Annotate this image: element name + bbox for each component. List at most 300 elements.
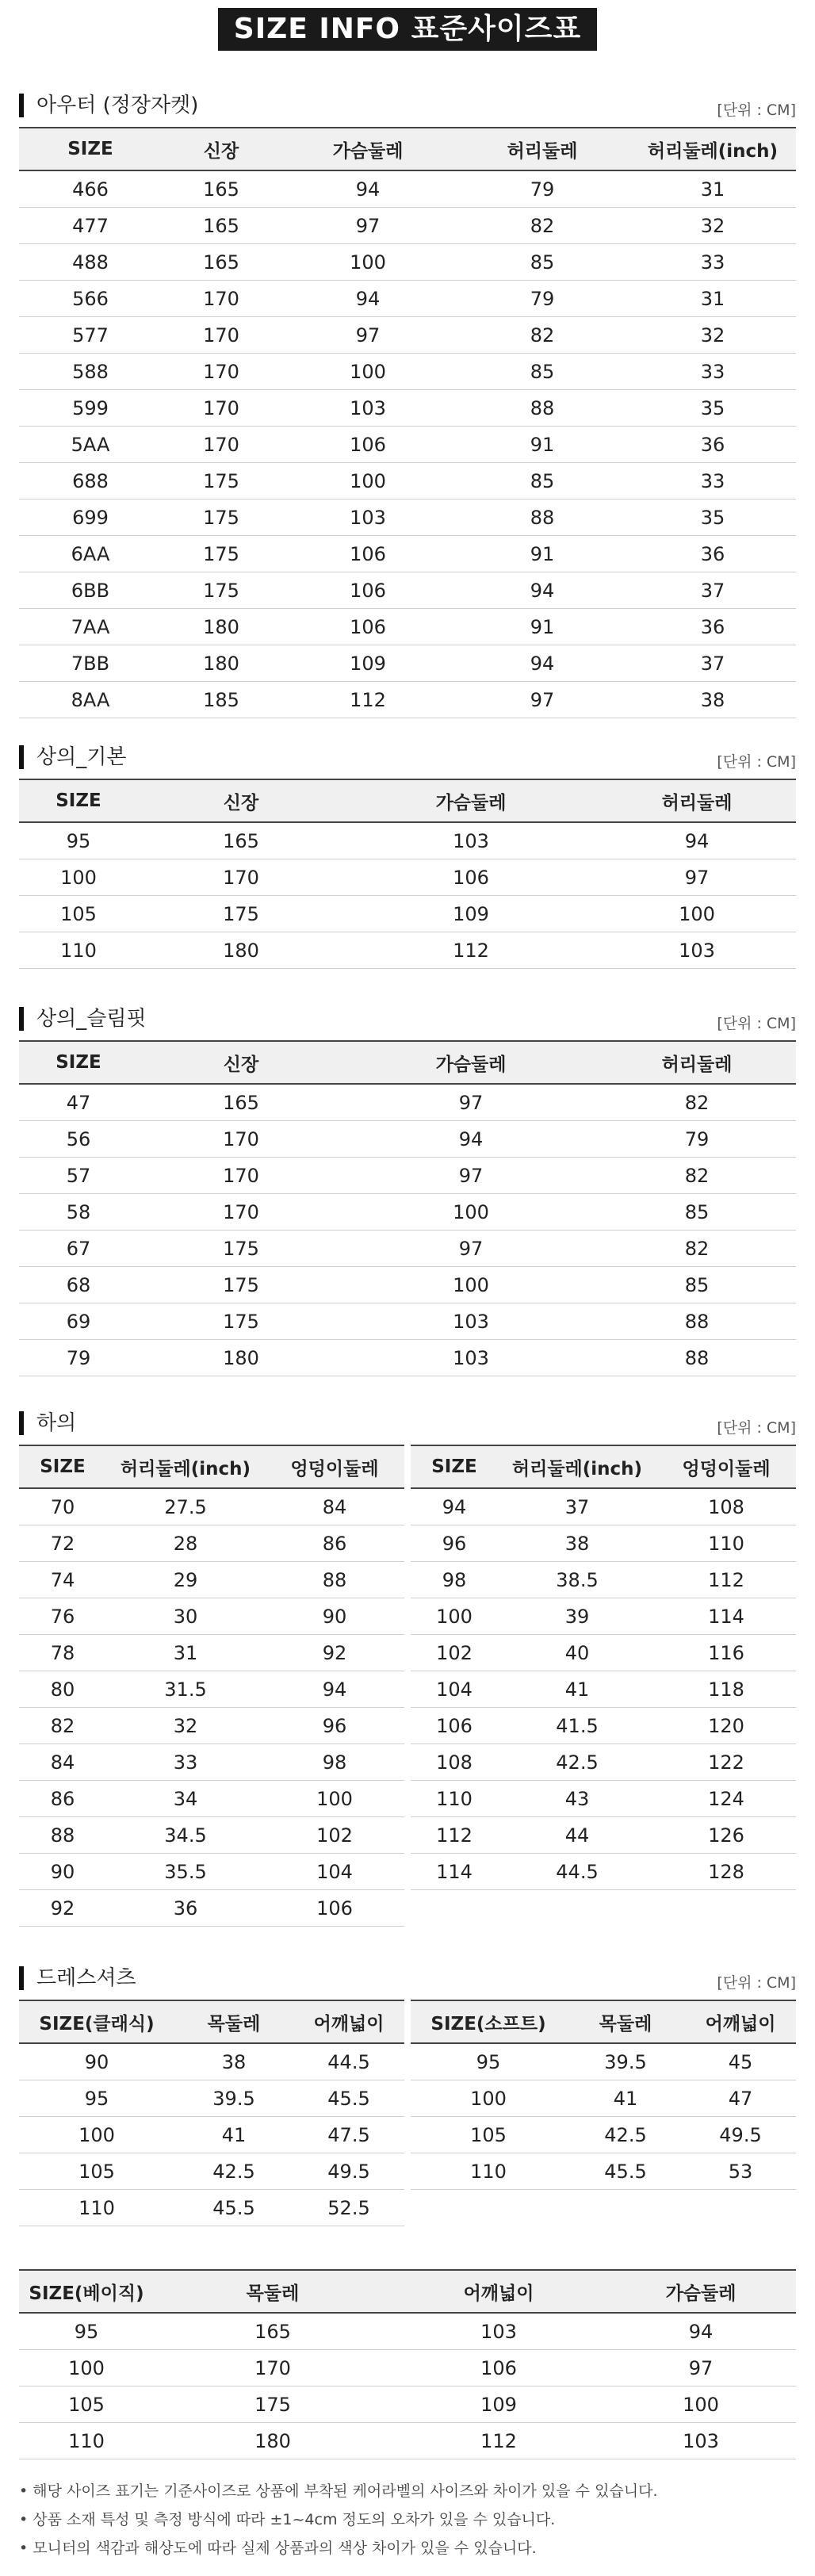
table-cell: 175 bbox=[162, 572, 281, 609]
table-cell: 92 bbox=[19, 1890, 106, 1927]
table-cell: 85 bbox=[455, 244, 629, 281]
table-cell: 44.5 bbox=[498, 1854, 656, 1890]
table-cell: 91 bbox=[455, 536, 629, 572]
table-cell: 577 bbox=[19, 317, 162, 354]
notes bbox=[19, 2477, 658, 2563]
table-cell: 35.5 bbox=[106, 1854, 265, 1890]
table-cell: 47.5 bbox=[293, 2117, 404, 2153]
table-cell: 34 bbox=[106, 1781, 265, 1817]
table-cell: 104 bbox=[411, 1671, 498, 1708]
column-header: 목둘레 bbox=[566, 2000, 685, 2043]
table-cell: 165 bbox=[138, 822, 344, 859]
table-cell: 95 bbox=[19, 2080, 174, 2117]
column-header: 목둘레 bbox=[154, 2270, 392, 2313]
table-cell: 100 bbox=[19, 2117, 174, 2153]
table-row bbox=[411, 1525, 796, 1562]
column-header: 가슴둘레 bbox=[281, 128, 455, 170]
table-cell: 82 bbox=[598, 1158, 796, 1194]
table-cell: 103 bbox=[344, 822, 598, 859]
table-cell: 95 bbox=[19, 2313, 154, 2350]
table-row bbox=[19, 2387, 796, 2423]
table-header-row bbox=[19, 2270, 796, 2313]
table-cell: 80 bbox=[19, 1671, 106, 1708]
table-cell: 105 bbox=[411, 2117, 566, 2153]
table-row bbox=[19, 859, 796, 896]
column-header: SIZE(소프트) bbox=[411, 2000, 566, 2043]
table-cell: 180 bbox=[162, 645, 281, 682]
table-cell: 79 bbox=[455, 281, 629, 317]
table-cell: 85 bbox=[455, 463, 629, 500]
table-cell: 74 bbox=[19, 1562, 106, 1598]
table-cell: 100 bbox=[265, 1781, 404, 1817]
table-header-row bbox=[19, 128, 796, 170]
table-cell: 44.5 bbox=[293, 2043, 404, 2080]
table-cell: 41 bbox=[174, 2117, 293, 2153]
table-cell: 103 bbox=[344, 1303, 598, 1340]
column-header: 어깨넓이 bbox=[392, 2270, 606, 2313]
table-cell: 588 bbox=[19, 354, 162, 390]
table-header-row bbox=[19, 1445, 404, 1488]
column-header: 허리둘레 bbox=[455, 128, 629, 170]
table-cell: 69 bbox=[19, 1303, 138, 1340]
table-cell: 84 bbox=[19, 1744, 106, 1781]
table-cell: 33 bbox=[629, 463, 796, 500]
table-row bbox=[19, 208, 796, 244]
column-header: SIZE(클래식) bbox=[19, 2000, 174, 2043]
table-row bbox=[19, 2313, 796, 2350]
table-cell: 82 bbox=[19, 1708, 106, 1744]
table-cell: 70 bbox=[19, 1488, 106, 1525]
column-header: SIZE bbox=[19, 779, 138, 822]
table-cell: 40 bbox=[498, 1635, 656, 1671]
table-row bbox=[19, 1562, 404, 1598]
table-cell: 41.5 bbox=[498, 1708, 656, 1744]
table-row bbox=[19, 354, 796, 390]
table-cell: 108 bbox=[411, 1744, 498, 1781]
table-cell: 488 bbox=[19, 244, 162, 281]
table-cell: 7AA bbox=[19, 609, 162, 645]
table-cell: 175 bbox=[138, 1231, 344, 1267]
table-cell: 38 bbox=[629, 682, 796, 718]
table-cell: 112 bbox=[411, 1817, 498, 1854]
table-cell: 41 bbox=[566, 2080, 685, 2117]
table-row bbox=[411, 2043, 796, 2080]
dress-shirt-section bbox=[19, 1960, 796, 2467]
table-cell: 170 bbox=[162, 390, 281, 427]
table-cell: 109 bbox=[281, 645, 455, 682]
table-cell: 36 bbox=[106, 1890, 265, 1927]
table-cell: 58 bbox=[19, 1194, 138, 1231]
table-cell: 31 bbox=[629, 170, 796, 208]
table-cell: 106 bbox=[265, 1890, 404, 1927]
table-row bbox=[19, 1744, 404, 1781]
section-title: 상의_슬림핏 bbox=[19, 1007, 147, 1031]
column-header: 허리둘레 bbox=[598, 1041, 796, 1084]
table-cell: 175 bbox=[162, 500, 281, 536]
table-cell: 33 bbox=[629, 354, 796, 390]
table-cell: 39.5 bbox=[566, 2043, 685, 2080]
table-cell: 112 bbox=[656, 1562, 796, 1598]
table-cell: 31.5 bbox=[106, 1671, 265, 1708]
table-cell: 37 bbox=[498, 1488, 656, 1525]
table-row bbox=[19, 170, 796, 208]
table-cell: 34.5 bbox=[106, 1817, 265, 1854]
table-cell: 97 bbox=[344, 1231, 598, 1267]
table-cell: 114 bbox=[411, 1854, 498, 1890]
table-cell: 100 bbox=[344, 1267, 598, 1303]
table-row bbox=[19, 536, 796, 572]
table-cell: 100 bbox=[344, 1194, 598, 1231]
table-cell: 45 bbox=[685, 2043, 796, 2080]
column-header: 신장 bbox=[138, 1041, 344, 1084]
table-cell: 96 bbox=[411, 1525, 498, 1562]
column-header: SIZE bbox=[19, 1041, 138, 1084]
note-line: • 해당 사이즈 표기는 기준사이즈로 상품에 부착된 케어라벨의 사이즈와 차이가 있을 수 있습니다. bbox=[19, 2482, 658, 2500]
table-row bbox=[411, 1708, 796, 1744]
table-cell: 56 bbox=[19, 1121, 138, 1158]
unit-label: [단위 : CM] bbox=[717, 1015, 796, 1032]
table-cell: 92 bbox=[265, 1635, 404, 1671]
column-header: 목둘레 bbox=[174, 2000, 293, 2043]
table-cell: 82 bbox=[598, 1084, 796, 1121]
table-cell: 103 bbox=[606, 2423, 796, 2459]
outer-size-table bbox=[19, 127, 796, 718]
table-cell: 103 bbox=[281, 500, 455, 536]
table-cell: 42.5 bbox=[174, 2153, 293, 2190]
table-cell: 49.5 bbox=[293, 2153, 404, 2190]
table-cell: 599 bbox=[19, 390, 162, 427]
table-cell: 566 bbox=[19, 281, 162, 317]
dress-basic-size-table bbox=[19, 2269, 796, 2459]
table-cell: 72 bbox=[19, 1525, 106, 1562]
table-row bbox=[19, 1267, 796, 1303]
table-cell: 28 bbox=[106, 1525, 265, 1562]
column-header: 신장 bbox=[162, 128, 281, 170]
table-cell: 103 bbox=[598, 932, 796, 969]
table-row bbox=[19, 1671, 404, 1708]
table-cell: 106 bbox=[392, 2350, 606, 2387]
table-cell: 35 bbox=[629, 500, 796, 536]
table-cell: 94 bbox=[455, 572, 629, 609]
table-cell: 103 bbox=[392, 2313, 606, 2350]
page-title-wrap bbox=[0, 8, 815, 51]
column-header: 허리둘레(inch) bbox=[629, 128, 796, 170]
table-cell: 165 bbox=[162, 208, 281, 244]
table-cell: 90 bbox=[265, 1598, 404, 1635]
table-row bbox=[19, 244, 796, 281]
table-cell: 165 bbox=[138, 1084, 344, 1121]
table-cell: 170 bbox=[138, 859, 344, 896]
section-title: 하의 bbox=[19, 1411, 76, 1435]
table-row bbox=[19, 2153, 404, 2190]
table-row bbox=[19, 281, 796, 317]
table-cell: 85 bbox=[598, 1194, 796, 1231]
column-header: 가슴둘레 bbox=[606, 2270, 796, 2313]
table-cell: 36 bbox=[629, 427, 796, 463]
table-cell: 86 bbox=[265, 1525, 404, 1562]
table-cell: 44 bbox=[498, 1817, 656, 1854]
table-cell: 100 bbox=[281, 463, 455, 500]
table-row bbox=[19, 1231, 796, 1267]
table-cell: 688 bbox=[19, 463, 162, 500]
table-cell: 106 bbox=[344, 859, 598, 896]
table-cell: 78 bbox=[19, 1635, 106, 1671]
table-cell: 106 bbox=[281, 572, 455, 609]
table-header-row bbox=[19, 2000, 404, 2043]
table-cell: 109 bbox=[392, 2387, 606, 2423]
table-cell: 95 bbox=[19, 822, 138, 859]
column-header: 엉덩이둘레 bbox=[656, 1445, 796, 1488]
column-header: 허리둘레(inch) bbox=[106, 1445, 265, 1488]
column-header: 가슴둘레 bbox=[344, 1041, 598, 1084]
table-cell: 94 bbox=[265, 1671, 404, 1708]
table-row bbox=[411, 1598, 796, 1635]
table-cell: 52.5 bbox=[293, 2190, 404, 2226]
table-row bbox=[411, 1635, 796, 1671]
table-cell: 124 bbox=[656, 1781, 796, 1817]
table-cell: 170 bbox=[154, 2350, 392, 2387]
bottom-size-table-right bbox=[411, 1445, 796, 1890]
table-cell: 90 bbox=[19, 2043, 174, 2080]
table-cell: 114 bbox=[656, 1598, 796, 1635]
table-cell: 90 bbox=[19, 1854, 106, 1890]
table-cell: 175 bbox=[162, 463, 281, 500]
table-row bbox=[411, 1744, 796, 1781]
table-cell: 88 bbox=[265, 1562, 404, 1598]
table-cell: 32 bbox=[629, 317, 796, 354]
table-cell: 49.5 bbox=[685, 2117, 796, 2153]
table-cell: 180 bbox=[162, 609, 281, 645]
table-cell: 185 bbox=[162, 682, 281, 718]
table-cell: 170 bbox=[138, 1194, 344, 1231]
table-cell: 88 bbox=[19, 1817, 106, 1854]
unit-label: [단위 : CM] bbox=[717, 101, 796, 119]
table-cell: 112 bbox=[392, 2423, 606, 2459]
table-cell: 47 bbox=[19, 1084, 138, 1121]
table-cell: 88 bbox=[455, 390, 629, 427]
table-row bbox=[19, 2350, 796, 2387]
table-row bbox=[19, 2080, 404, 2117]
table-row bbox=[19, 1525, 404, 1562]
table-row bbox=[19, 1635, 404, 1671]
table-cell: 108 bbox=[656, 1488, 796, 1525]
table-cell: 88 bbox=[598, 1340, 796, 1376]
table-cell: 97 bbox=[344, 1084, 598, 1121]
table-cell: 53 bbox=[685, 2153, 796, 2190]
top-slim-size-table bbox=[19, 1040, 796, 1376]
table-cell: 98 bbox=[265, 1744, 404, 1781]
table-cell: 104 bbox=[265, 1854, 404, 1890]
table-cell: 98 bbox=[411, 1562, 498, 1598]
table-cell: 37 bbox=[629, 645, 796, 682]
table-row bbox=[411, 1817, 796, 1854]
table-cell: 85 bbox=[598, 1267, 796, 1303]
table-row bbox=[19, 1488, 404, 1525]
note-line: • 상품 소재 특성 및 측정 방식에 따라 ±1~4cm 정도의 오차가 있을 수 있습니다. bbox=[19, 2511, 556, 2528]
table-cell: 122 bbox=[656, 1744, 796, 1781]
table-row bbox=[19, 1121, 796, 1158]
table-cell: 45.5 bbox=[293, 2080, 404, 2117]
table-cell: 175 bbox=[138, 1267, 344, 1303]
table-cell: 32 bbox=[629, 208, 796, 244]
top-slim-section bbox=[19, 1001, 796, 1376]
table-row bbox=[19, 1340, 796, 1376]
unit-label: [단위 : CM] bbox=[717, 1974, 796, 1992]
table-row bbox=[411, 1781, 796, 1817]
table-cell: 175 bbox=[138, 896, 344, 932]
table-cell: 118 bbox=[656, 1671, 796, 1708]
table-cell: 33 bbox=[629, 244, 796, 281]
table-cell: 106 bbox=[281, 609, 455, 645]
table-cell: 30 bbox=[106, 1598, 265, 1635]
table-cell: 175 bbox=[162, 536, 281, 572]
table-cell: 110 bbox=[19, 2190, 174, 2226]
table-cell: 47 bbox=[685, 2080, 796, 2117]
table-row bbox=[19, 317, 796, 354]
dress-soft-size-table bbox=[411, 2000, 796, 2190]
table-cell: 94 bbox=[281, 170, 455, 208]
table-cell: 8AA bbox=[19, 682, 162, 718]
table-cell: 91 bbox=[455, 609, 629, 645]
table-cell: 105 bbox=[19, 2387, 154, 2423]
table-cell: 32 bbox=[106, 1708, 265, 1744]
table-row bbox=[411, 1854, 796, 1890]
table-cell: 100 bbox=[19, 859, 138, 896]
table-cell: 103 bbox=[344, 1340, 598, 1376]
table-header-row bbox=[411, 1445, 796, 1488]
table-cell: 100 bbox=[411, 1598, 498, 1635]
unit-label: [단위 : CM] bbox=[717, 753, 796, 771]
table-cell: 112 bbox=[344, 932, 598, 969]
table-cell: 84 bbox=[265, 1488, 404, 1525]
table-cell: 165 bbox=[154, 2313, 392, 2350]
table-cell: 105 bbox=[19, 896, 138, 932]
table-row bbox=[411, 1562, 796, 1598]
table-cell: 94 bbox=[411, 1488, 498, 1525]
table-cell: 128 bbox=[656, 1854, 796, 1890]
table-row bbox=[411, 2117, 796, 2153]
top-basic-section bbox=[19, 739, 796, 969]
table-cell: 57 bbox=[19, 1158, 138, 1194]
table-cell: 91 bbox=[455, 427, 629, 463]
table-cell: 102 bbox=[411, 1635, 498, 1671]
column-header: 신장 bbox=[138, 779, 344, 822]
table-cell: 110 bbox=[411, 2153, 566, 2190]
table-row bbox=[19, 1890, 404, 1927]
table-cell: 106 bbox=[411, 1708, 498, 1744]
column-header: SIZE bbox=[19, 128, 162, 170]
table-row bbox=[19, 896, 796, 932]
table-row bbox=[19, 1781, 404, 1817]
column-header: 엉덩이둘레 bbox=[265, 1445, 404, 1488]
table-row bbox=[19, 427, 796, 463]
table-cell: 27.5 bbox=[106, 1488, 265, 1525]
column-header: SIZE bbox=[19, 1445, 106, 1488]
table-cell: 41 bbox=[498, 1671, 656, 1708]
table-cell: 165 bbox=[162, 244, 281, 281]
table-cell: 94 bbox=[606, 2313, 796, 2350]
column-header: 허리둘레 bbox=[598, 779, 796, 822]
table-cell: 175 bbox=[138, 1303, 344, 1340]
table-cell: 97 bbox=[281, 208, 455, 244]
table-cell: 38 bbox=[174, 2043, 293, 2080]
table-row bbox=[411, 1488, 796, 1525]
table-header-row bbox=[19, 779, 796, 822]
table-cell: 67 bbox=[19, 1231, 138, 1267]
table-row bbox=[19, 500, 796, 536]
table-cell: 94 bbox=[455, 645, 629, 682]
table-cell: 110 bbox=[411, 1781, 498, 1817]
table-cell: 97 bbox=[455, 682, 629, 718]
bottom-section bbox=[19, 1405, 796, 1920]
table-cell: 477 bbox=[19, 208, 162, 244]
table-row bbox=[19, 1854, 404, 1890]
table-row bbox=[19, 1817, 404, 1854]
table-cell: 45.5 bbox=[566, 2153, 685, 2190]
section-title: 드레스셔츠 bbox=[19, 1966, 136, 1990]
table-cell: 86 bbox=[19, 1781, 106, 1817]
column-header: 어깨넓이 bbox=[685, 2000, 796, 2043]
table-cell: 170 bbox=[162, 427, 281, 463]
table-cell: 103 bbox=[281, 390, 455, 427]
column-header: 어깨넓이 bbox=[293, 2000, 404, 2043]
table-cell: 97 bbox=[344, 1158, 598, 1194]
bottom-size-table-left bbox=[19, 1445, 404, 1927]
table-cell: 79 bbox=[598, 1121, 796, 1158]
table-cell: 33 bbox=[106, 1744, 265, 1781]
table-row bbox=[19, 2423, 796, 2459]
table-cell: 42.5 bbox=[498, 1744, 656, 1781]
table-row bbox=[19, 1084, 796, 1121]
table-cell: 94 bbox=[598, 822, 796, 859]
table-header-row bbox=[19, 1041, 796, 1084]
table-cell: 79 bbox=[19, 1340, 138, 1376]
table-cell: 43 bbox=[498, 1781, 656, 1817]
table-cell: 100 bbox=[411, 2080, 566, 2117]
table-cell: 105 bbox=[19, 2153, 174, 2190]
table-cell: 170 bbox=[138, 1121, 344, 1158]
table-cell: 170 bbox=[162, 317, 281, 354]
table-row bbox=[19, 1194, 796, 1231]
table-cell: 116 bbox=[656, 1635, 796, 1671]
table-cell: 31 bbox=[629, 281, 796, 317]
table-row bbox=[19, 463, 796, 500]
table-cell: 88 bbox=[598, 1303, 796, 1340]
table-cell: 7BB bbox=[19, 645, 162, 682]
table-cell: 95 bbox=[411, 2043, 566, 2080]
table-cell: 165 bbox=[162, 170, 281, 208]
table-cell: 100 bbox=[606, 2387, 796, 2423]
top-basic-size-table bbox=[19, 779, 796, 969]
table-cell: 6BB bbox=[19, 572, 162, 609]
table-cell: 82 bbox=[455, 317, 629, 354]
table-cell: 97 bbox=[598, 859, 796, 896]
table-row bbox=[19, 572, 796, 609]
table-cell: 106 bbox=[281, 427, 455, 463]
table-cell: 94 bbox=[344, 1121, 598, 1158]
table-cell: 76 bbox=[19, 1598, 106, 1635]
table-row bbox=[19, 932, 796, 969]
table-row bbox=[19, 645, 796, 682]
column-header: SIZE(베이직) bbox=[19, 2270, 154, 2313]
table-row bbox=[19, 822, 796, 859]
table-cell: 180 bbox=[138, 1340, 344, 1376]
table-cell: 38 bbox=[498, 1525, 656, 1562]
table-cell: 100 bbox=[598, 896, 796, 932]
table-cell: 82 bbox=[455, 208, 629, 244]
table-header-row bbox=[411, 2000, 796, 2043]
table-cell: 37 bbox=[629, 572, 796, 609]
